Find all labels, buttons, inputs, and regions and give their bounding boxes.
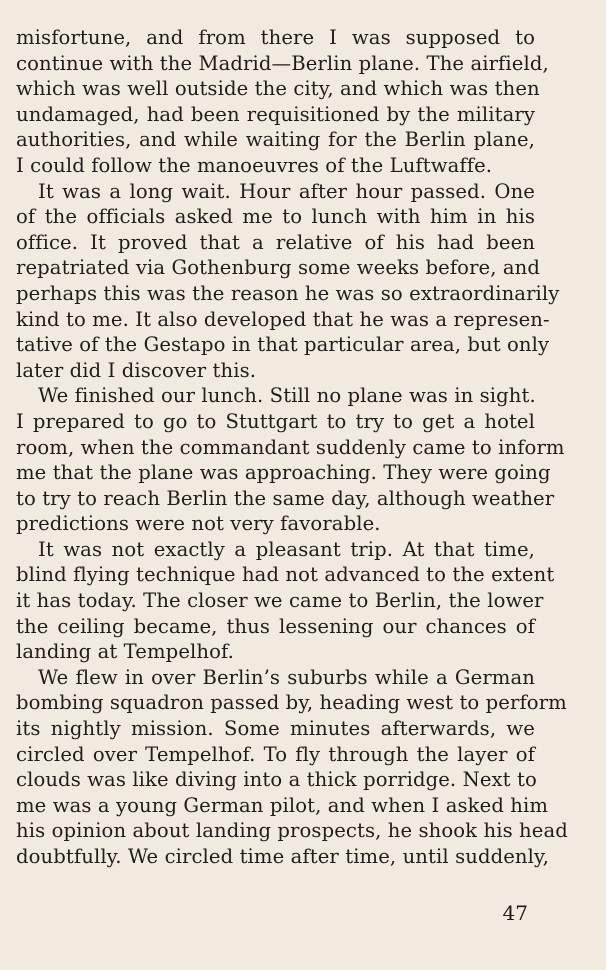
text-line: which was well outside the city, and which was then	[16, 77, 540, 101]
text-line: undamaged, had been requisitioned by the military	[16, 102, 535, 126]
text-line: room, when the commandant suddenly came to inform	[16, 435, 565, 459]
text-line: landing at Tempelhof.	[16, 640, 234, 664]
text-line: office. It proved that a relative of his had been	[16, 230, 535, 254]
text-line: circled over Tempelhof. To fly through the layer of	[16, 742, 535, 766]
text-line: his opinion about landing prospects, he shook his head	[16, 819, 568, 843]
text-line: We flew in over Berlin’s suburbs while a German	[38, 665, 535, 689]
text-line: doubtfully. We circled time after time, until suddenly,	[16, 845, 549, 868]
text-line: authorities, and while waiting for the Berlin plane,	[16, 128, 535, 152]
text-line: clouds was like diving into a thick porridge. Next to	[16, 768, 537, 792]
text-line: kind to me. It also developed that he was a represen-	[16, 307, 550, 331]
body-text	[16, 25, 568, 870]
text-line: blind flying technique had not advanced to the extent	[16, 563, 555, 587]
text-line: of the officials asked me to lunch with him in his	[16, 205, 535, 229]
text-line: perhaps this was the reason he was so extraordinarily	[16, 281, 560, 305]
text-line: me was a young German pilot, and when I asked him	[16, 793, 549, 817]
text-line: it has today. The closer we came to Berlin, the lower	[16, 589, 544, 613]
text-line: misfortune, and from there I was supposed to	[16, 26, 535, 49]
text-line: It was a long wait. Hour after hour passed. One	[38, 179, 535, 203]
text-line: I could follow the manoeuvres of the Luftwaffe.	[16, 153, 493, 177]
text-line: tative of the Gestapo in that particular area, but only	[16, 333, 550, 357]
text-line: later did I discover this.	[16, 358, 257, 382]
text-line: I prepared to go to Stuttgart to try to get a hotel	[16, 409, 535, 433]
text-line: It was not exactly a pleasant trip. At that time,	[38, 537, 535, 561]
text-line: repatriated via Gothenburg some weeks before, and	[16, 256, 541, 280]
text-line: We finished our lunch. Still no plane was in sight.	[38, 384, 536, 408]
text-line: continue with the Madrid—Berlin plane. The airfield,	[16, 51, 549, 75]
text-line: its nightly mission. Some minutes afterwards, we	[16, 717, 535, 741]
page-number: 47	[502, 901, 528, 925]
text-line: to try to reach Berlin the same day, although weather	[16, 486, 555, 510]
text-line: bombing squadron passed by, heading west to perform	[16, 691, 567, 715]
text-line: me that the plane was approaching. They were going	[16, 461, 551, 485]
text-line: the ceiling became, thus lessening our chances of	[16, 614, 535, 638]
text-line: predictions were not very favorable.	[16, 512, 381, 536]
